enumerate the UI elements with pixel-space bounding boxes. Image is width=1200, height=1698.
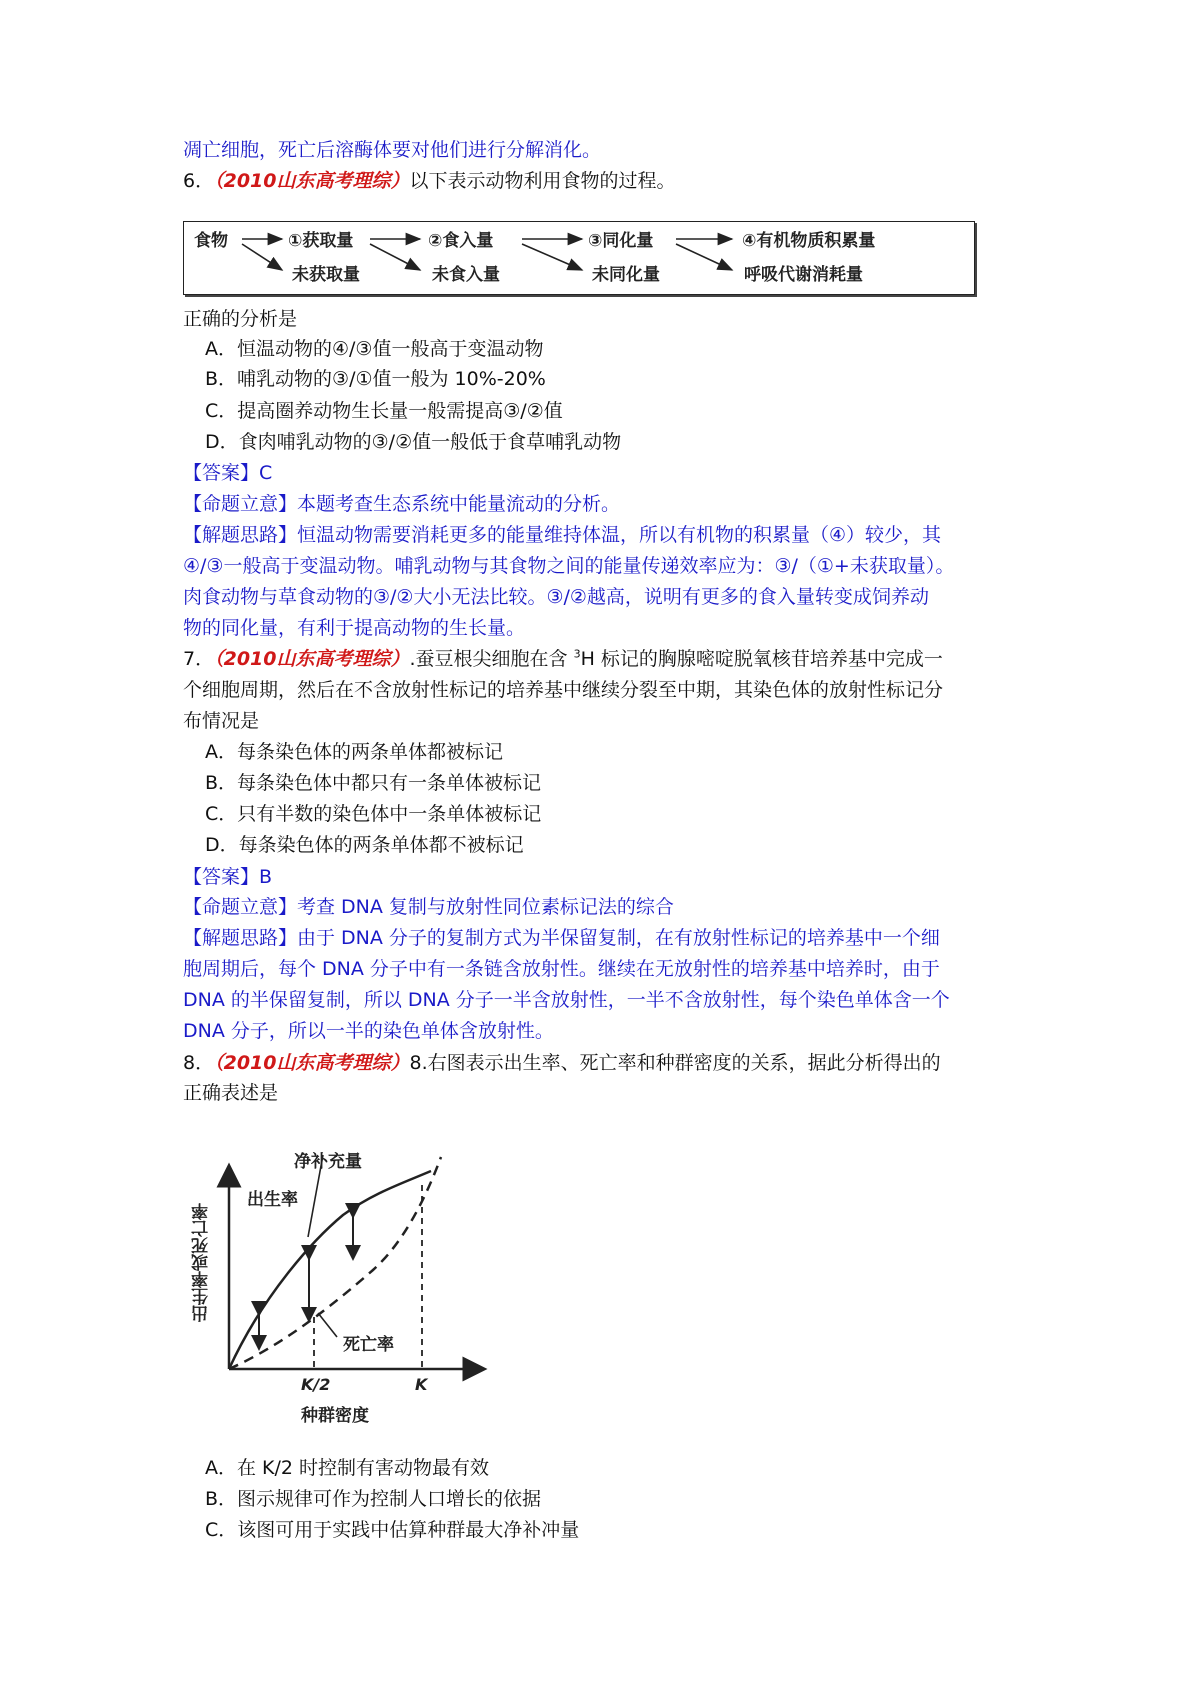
q7-source: （2010山东高考理综）	[214, 648, 410, 670]
q7-stem-line-2: 个细胞周期，然后在不含放射性标记的培养基中继续分裂至中期，其染色体的放射性标记分	[183, 679, 944, 701]
q7-idea-1: 【解题思路】由于 DNA 分子的复制方式为半保留复制，在有放射性标记的培养基中一个细	[183, 927, 940, 949]
q6-idea-4: 物的同化量，有利于提高动物的生长量。	[183, 617, 526, 639]
q6-stem-text: 以下表示动物利用食物的过程。	[409, 170, 676, 192]
flow-top-2: ②食入量	[428, 231, 494, 251]
q8-stem-line-2: 正确表述是	[183, 1082, 279, 1104]
population-density-graph	[183, 1145, 523, 1437]
tick-k: K	[415, 1375, 428, 1394]
flow-food: 食物	[194, 231, 228, 251]
q7-stem	[183, 646, 943, 673]
q7-stem-pre: .蚕豆根尖细胞在含	[409, 648, 574, 670]
prev-explanation-tail: 凋亡细胞，死亡后溶酶体要对他们进行分解消化。	[183, 139, 602, 161]
q8-stem-text: 8.右图表示出生率、死亡率和种群密度的关系，据此分析得出的	[409, 1052, 941, 1074]
label-birth-rate: 出生率	[247, 1190, 298, 1210]
q6-option-d: D．食肉哺乳动物的③/②值一般低于食草哺乳动物	[205, 431, 622, 453]
flow-bottom-1: 未获取量	[292, 265, 360, 285]
q8-option-a: A．在 K/2 时控制有害动物最有效	[205, 1457, 490, 1479]
flow-bottom-3: 未同化量	[592, 265, 660, 285]
q6-idea-3: 肉食动物与草食动物的③/②大小无法比较。③/②越高，说明有更多的食入量转变成饲养动	[183, 586, 929, 608]
q7-option-a: A．每条染色体的两条单体都被标记	[205, 741, 503, 763]
q6-source: （2010山东高考理综）	[214, 170, 410, 192]
flow-top-4: ④有机物质积累量	[742, 231, 876, 251]
q7-answer: 【答案】B	[183, 866, 273, 888]
x-axis-label: 种群密度	[301, 1406, 369, 1426]
q8-option-c: C．该图可用于实践中估算种群最大净补冲量	[205, 1519, 580, 1541]
q7-option-c: C．只有半数的染色体中一条单体被标记	[205, 803, 542, 825]
y-axis-label: 出生率或死亡率	[192, 1203, 212, 1322]
arrow-assimilated-to-respiration	[676, 244, 732, 270]
q6-answer: 【答案】C	[183, 462, 273, 484]
q7-number: 7．	[183, 648, 215, 670]
q7-option-b: B．每条染色体中都只有一条单体被标记	[205, 772, 542, 794]
q7-idea-2: 胞周期后，每个 DNA 分子中有一条链含放射性。继续在无放射性的培养基中培养时，由于	[183, 958, 940, 980]
q6-idea-1: 【解题思路】恒温动物需要消耗更多的能量维持体温，所以有机物的积累量（④）较少，其	[183, 524, 942, 546]
q7-idea-3: DNA 的半保留复制，所以 DNA 分子一半含放射性，一半不含放射性，每个染色单体含一个	[183, 989, 950, 1011]
q8-source: （2010山东高考理综）	[214, 1052, 410, 1074]
food-flow-diagram	[183, 221, 975, 295]
label-death-rate: 死亡率	[343, 1335, 394, 1355]
q7-intent: 【命题立意】考查 DNA 复制与放射性同位素标记法的综合	[183, 896, 674, 918]
flow-top-3: ③同化量	[588, 231, 654, 251]
label-net-supplement: 净补充量	[294, 1152, 362, 1172]
q8-option-b: B．图示规律可作为控制人口增长的依据	[205, 1488, 542, 1510]
q6-prompt: 正确的分析是	[183, 308, 298, 330]
death-label-pointer	[318, 1313, 337, 1337]
graph-curves	[183, 1145, 523, 1437]
q6-number: 6．	[183, 170, 215, 192]
q7-stem-post: H 标记的胸腺嘧啶脱氧核苷培养基中完成一	[580, 648, 943, 670]
q6-idea-2: ④/③一般高于变温动物。哺乳动物与其食物之间的能量传递效率应为：③/（①+未获取量）。	[183, 555, 955, 577]
q6-option-a: A．恒温动物的④/③值一般高于变温动物	[205, 338, 544, 360]
q7-stem-line-3: 布情况是	[183, 710, 260, 732]
arrow-food-to-unobtained	[242, 244, 282, 270]
flow-bottom-4: 呼吸代谢消耗量	[744, 265, 863, 285]
q8-number: 8．	[183, 1052, 215, 1074]
arrow-obtained-to-uningested	[370, 244, 420, 270]
q8-stem	[183, 1050, 941, 1077]
q6-intent: 【命题立意】本题考查生态系统中能量流动的分析。	[183, 493, 621, 515]
q6-option-b: B．哺乳动物的③/①值一般为 10%-20%	[205, 368, 546, 390]
flow-top-1: ①获取量	[288, 231, 354, 251]
q7-idea-4: DNA 分子，所以一半的染色单体含放射性。	[183, 1020, 554, 1042]
arrow-ingested-to-unassimilated	[522, 244, 582, 270]
flow-bottom-2: 未食入量	[432, 265, 500, 285]
tick-k-half: K/2	[301, 1375, 331, 1394]
q7-option-d: D．每条染色体的两条单体都不被标记	[205, 834, 524, 856]
q6-option-c: C．提高圈养动物生长量一般需提高③/②值	[205, 400, 563, 422]
q6-stem	[183, 168, 676, 195]
q7-superscript: 3	[573, 647, 581, 661]
